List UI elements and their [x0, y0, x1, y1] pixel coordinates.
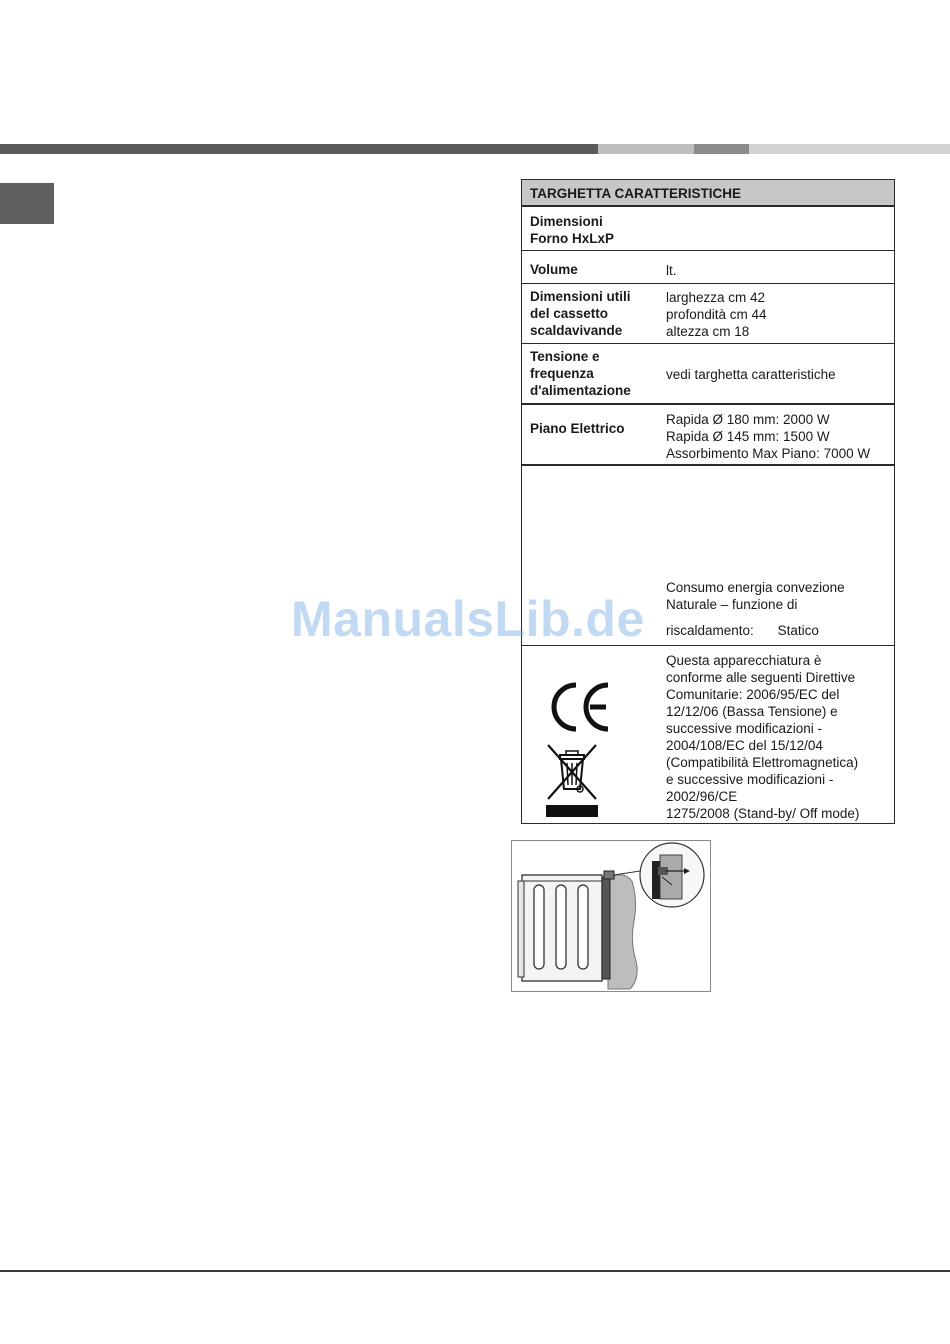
row-value: conforme alle seguenti Direttive — [666, 669, 856, 685]
row-value: larghezza cm 42 — [666, 289, 766, 305]
row-value: 12/12/06 (Bassa Tensione) e — [666, 703, 838, 719]
section-tab-marker — [0, 183, 54, 224]
row-label: frequenza — [530, 365, 594, 381]
row-value: Rapida Ø 145 mm: 1500 W — [666, 428, 830, 444]
row-label: del cassetto — [530, 305, 609, 321]
row-value: Comunitarie: 2006/95/EC del — [666, 686, 840, 702]
row-value: Questa apparecchiatura è — [666, 652, 822, 668]
row-value: altezza cm 18 — [666, 323, 750, 339]
row-label: Dimensioni — [530, 213, 603, 229]
oven-installation-diagram-icon — [512, 841, 710, 991]
row-label: d'alimentazione — [530, 382, 631, 398]
row-value: vedi targhetta caratteristiche — [666, 366, 836, 382]
top-bar-light-segment — [598, 144, 694, 154]
row-volume — [522, 251, 894, 283]
row-value: e successive modificazioni - — [666, 771, 834, 787]
watermark: ManualsLib.de — [291, 591, 645, 647]
row-value: Naturale – funzione di — [666, 596, 798, 612]
row-value: successive modificazioni - — [666, 720, 823, 736]
row-label: Volume — [530, 261, 578, 277]
row-label: Dimensioni utili — [530, 288, 631, 304]
row-value: 2004/108/EC del 15/12/04 — [666, 737, 823, 753]
top-color-bar — [0, 144, 950, 154]
table-header — [522, 180, 895, 206]
specification-table — [521, 179, 895, 824]
row-value-left: riscaldamento: — [666, 622, 754, 638]
row-piano-elettrico — [522, 405, 894, 464]
row-value: (Compatibilità Elettromagnetica) — [666, 754, 859, 770]
row-label: Tensione e — [530, 348, 600, 364]
top-bar-dark-segment — [0, 144, 598, 154]
row-value: 2002/96/CE — [666, 788, 738, 804]
row-dimensioni-forno — [522, 207, 894, 250]
table-title: TARGHETTA CARATTERISTICHE — [530, 186, 741, 201]
row-value: profondità cm 44 — [666, 306, 767, 322]
row-value: Rapida Ø 180 mm: 2000 W — [666, 411, 830, 427]
row-conformita — [522, 646, 894, 823]
row-label: scaldavivande — [530, 322, 623, 338]
bottom-rule — [0, 1270, 950, 1272]
row-label: Forno HxLxP — [530, 230, 615, 246]
row-value-right: Statico — [777, 622, 819, 638]
row-value: lt. — [666, 262, 677, 278]
crossed-bin-icon — [546, 743, 600, 818]
ce-mark-icon — [546, 681, 612, 733]
row-value: 1275/2008 (Stand-by/ Off mode) — [666, 805, 860, 821]
row-tensione-frequenza — [522, 344, 894, 403]
top-bar-mid-segment — [694, 144, 749, 154]
row-value: Consumo energia convezione — [666, 579, 845, 595]
row-label: Piano Elettrico — [530, 420, 625, 436]
top-bar-lighter-segment — [749, 144, 950, 154]
oven-installation-diagram — [511, 840, 711, 992]
row-cassetto-scaldavivande — [522, 284, 894, 343]
row-value: Assorbimento Max Piano: 7000 W — [666, 445, 871, 461]
